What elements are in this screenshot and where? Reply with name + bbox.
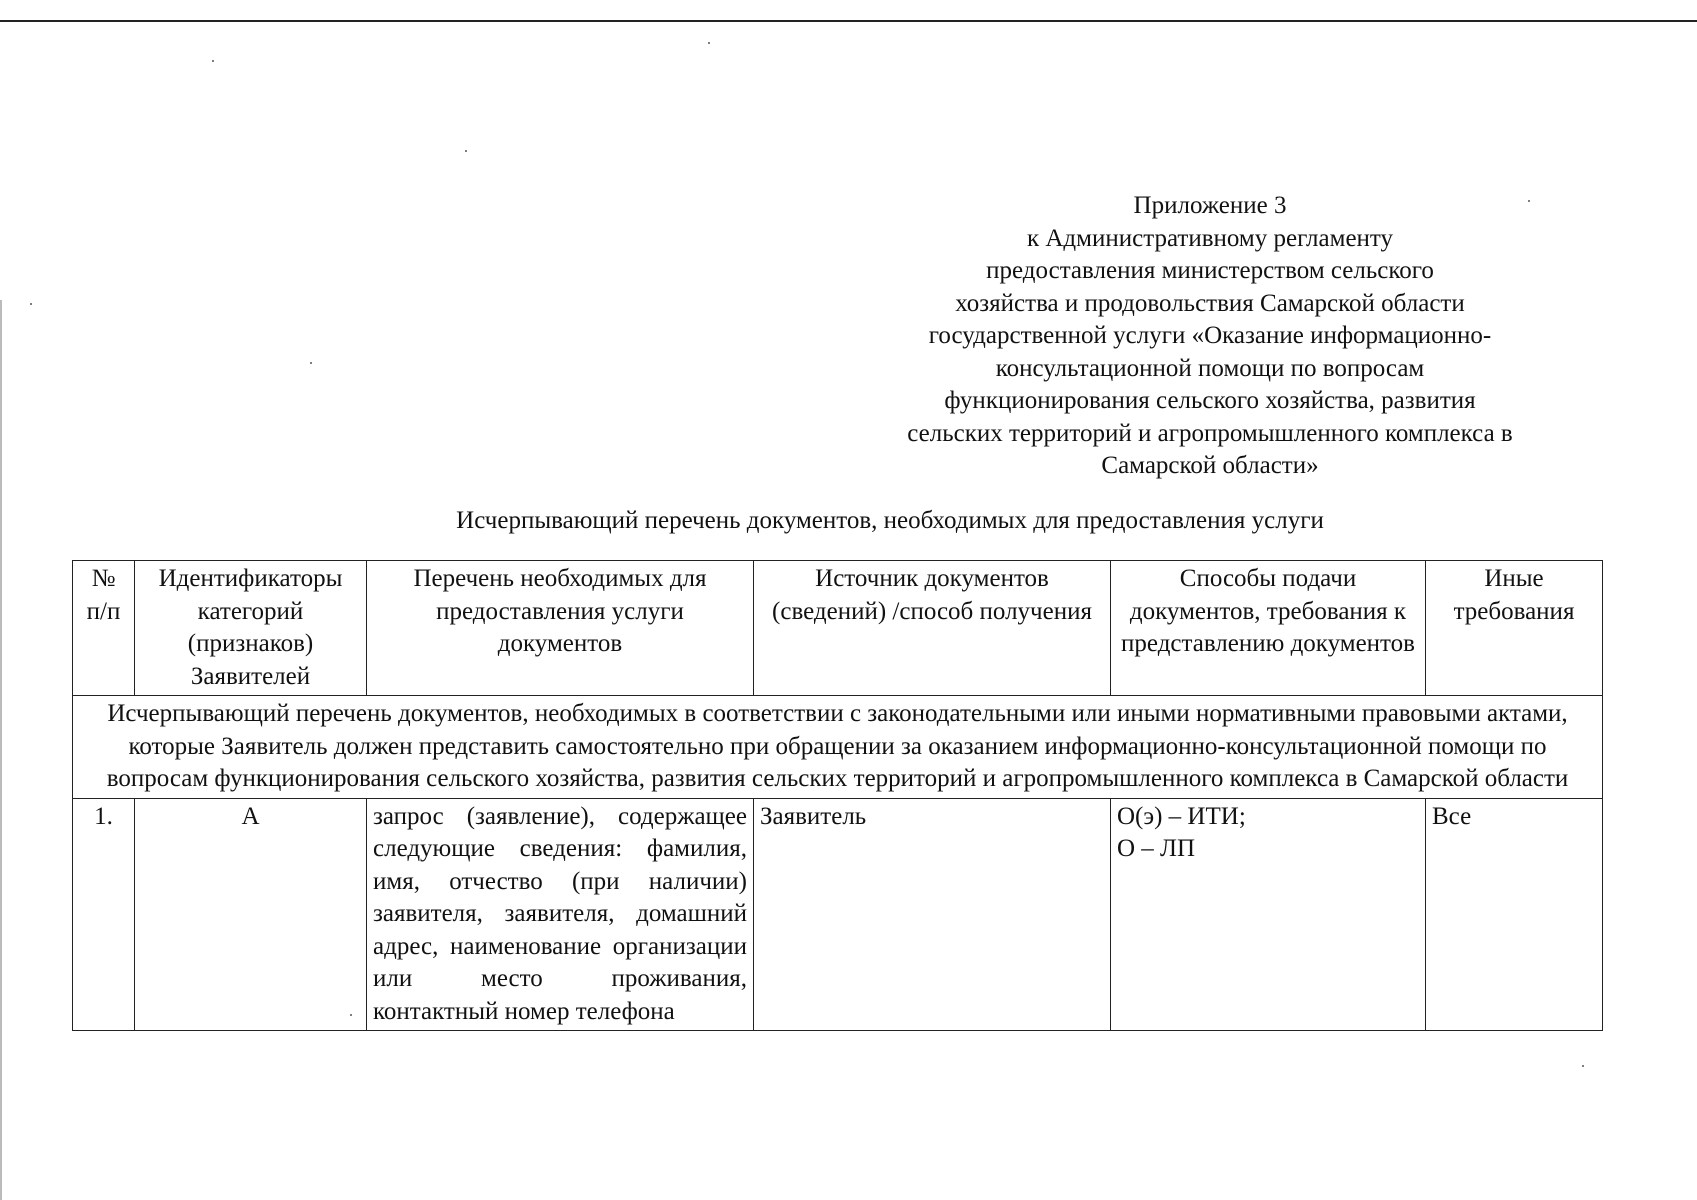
documents-table [72, 560, 1603, 1031]
scan-speck [465, 150, 467, 152]
scan-speck [30, 303, 32, 305]
document-title: Исчерпывающий перечень документов, необходимых для предоставления услуги [456, 507, 1324, 534]
left-scan-edge [0, 300, 2, 1200]
header-source: Источник документов (сведений) /способ получения [754, 561, 1111, 696]
scan-speck [212, 60, 214, 62]
appendix-header [870, 190, 1550, 483]
header-methods: Способы подачи документов, требования к представлению документов [1111, 561, 1426, 696]
appendix-line: к Административному регламенту [1026, 224, 1394, 252]
appendix-line: Самарской области» [1101, 452, 1319, 479]
header-other: Иные требования [1426, 561, 1603, 696]
top-border-line [0, 20, 1697, 22]
header-number: № п/п [73, 561, 135, 696]
appendix-line: консультационной помощи по вопросам [995, 354, 1425, 382]
row-source: Заявитель [754, 798, 1111, 1031]
row-number: 1. [73, 798, 135, 1031]
method-item: О(э) – ИТИ; [1117, 802, 1246, 830]
row-other: Все [1426, 798, 1603, 1031]
table-header-row [73, 561, 1603, 696]
row-methods [1111, 798, 1426, 1031]
method-item: О – ЛП [1117, 835, 1196, 862]
scan-speck [708, 42, 710, 44]
appendix-line: хозяйства и продовольствия Самарской области [955, 289, 1465, 317]
appendix-line: функционирования сельского хозяйства, развития [944, 387, 1476, 414]
appendix-line: государственной услуги «Оказание информационно- [928, 322, 1492, 349]
table-row [73, 798, 1603, 1031]
header-documents: Перечень необходимых для предоставления услуги документов [367, 561, 754, 696]
scan-speck [310, 362, 312, 364]
section-heading: Исчерпывающий перечень документов, необходимых в соответствии с законодательными или иными нормативными правовыми актами, которые Заявитель должен представить самостоятельно при обращении за оказанием информационно-консультационной помощи по вопросам функционирования сельского хозяйства, развития сельских территорий и агропромышленного комплекса в Самарской области [73, 696, 1603, 799]
row-document: запрос (заявление), содержащее следующие сведения: фамилия, имя, отчество (при наличии) заявителя, заявителя, домашний адрес, наименование организации или место проживания, контактный номер телефона [367, 798, 754, 1031]
table-section-row [73, 696, 1603, 799]
appendix-line: Приложение 3 [1133, 192, 1287, 219]
scan-speck [1582, 1065, 1584, 1067]
appendix-line: предоставления министерством сельского [986, 257, 1434, 284]
appendix-line: сельских территорий и агропромышленного комплекса в [907, 419, 1513, 447]
header-category: Идентификаторы категорий (признаков) Заявителей [135, 561, 367, 696]
row-category: А [135, 798, 367, 1031]
